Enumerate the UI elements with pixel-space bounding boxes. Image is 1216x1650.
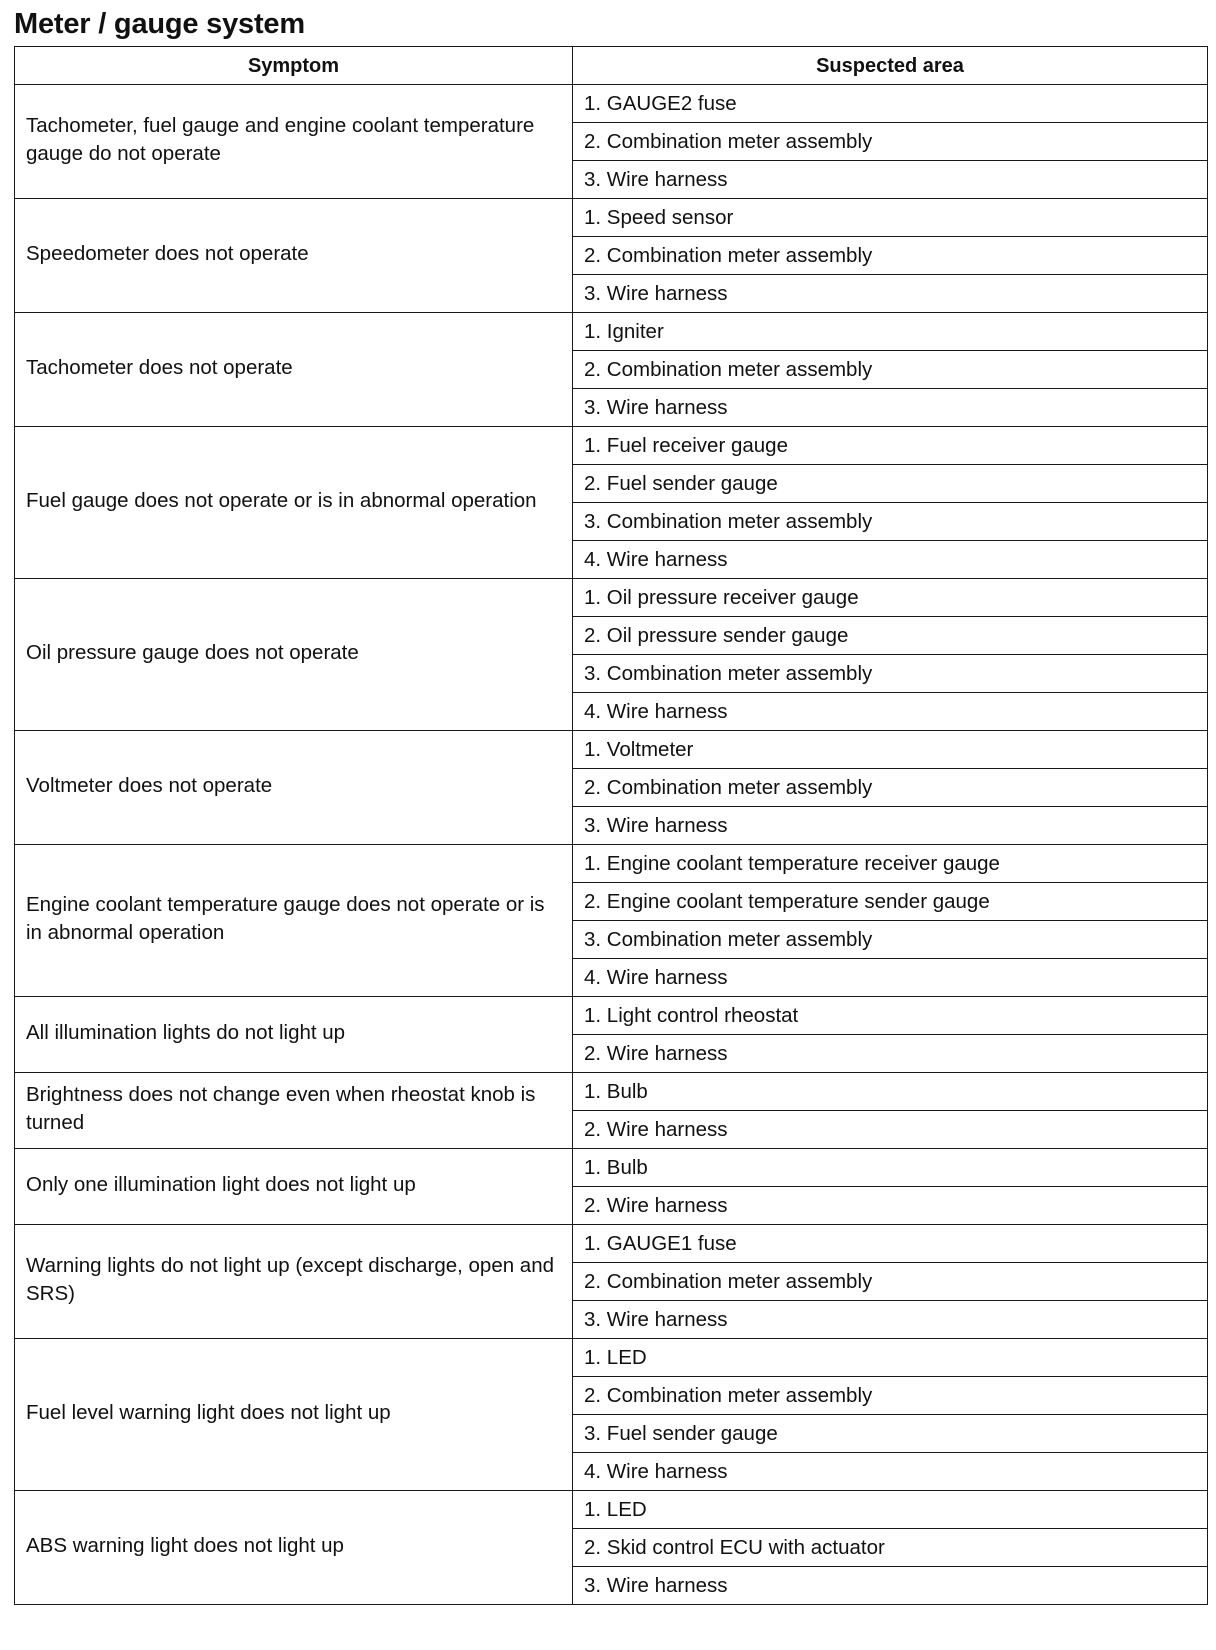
suspected-area-cell: 1. Voltmeter: [573, 731, 1208, 769]
symptom-cell: Voltmeter does not operate: [15, 731, 573, 845]
symptom-cell: Speedometer does not operate: [15, 199, 573, 313]
suspected-area-cell: 3. Combination meter assembly: [573, 655, 1208, 693]
suspected-area-cell: 2. Combination meter assembly: [573, 123, 1208, 161]
suspected-area-cell: 1. LED: [573, 1491, 1208, 1529]
table-row: [15, 427, 1208, 465]
page-title: Meter / gauge system: [14, 8, 305, 40]
suspected-area-cell: 3. Combination meter assembly: [573, 503, 1208, 541]
suspected-area-cell: 2. Combination meter assembly: [573, 237, 1208, 275]
suspected-area-cell: 1. Engine coolant temperature receiver gauge: [573, 845, 1208, 883]
symptom-cell: Tachometer does not operate: [15, 313, 573, 427]
suspected-area-cell: 3. Wire harness: [573, 807, 1208, 845]
suspected-area-cell: 2. Oil pressure sender gauge: [573, 617, 1208, 655]
suspected-area-cell: 3. Wire harness: [573, 389, 1208, 427]
symptom-cell: Fuel gauge does not operate or is in abnormal operation: [15, 427, 573, 579]
suspected-area-cell: 1. Oil pressure receiver gauge: [573, 579, 1208, 617]
suspected-area-cell: 1. Light control rheostat: [573, 997, 1208, 1035]
suspected-area-cell: 2. Engine coolant temperature sender gauge: [573, 883, 1208, 921]
table-row: [15, 1073, 1208, 1111]
suspected-area-cell: 3. Wire harness: [573, 1301, 1208, 1339]
suspected-area-cell: 2. Combination meter assembly: [573, 769, 1208, 807]
suspected-area-cell: 3. Fuel sender gauge: [573, 1415, 1208, 1453]
symptom-cell: Tachometer, fuel gauge and engine coolant temperature gauge do not operate: [15, 85, 573, 199]
suspected-area-cell: 4. Wire harness: [573, 541, 1208, 579]
symptom-column-header: Symptom: [15, 47, 573, 85]
suspected-area-column-header: Suspected area: [573, 47, 1208, 85]
symptom-cell: Fuel level warning light does not light up: [15, 1339, 573, 1491]
table-row: [15, 731, 1208, 769]
table-row: [15, 1149, 1208, 1187]
symptom-table: [14, 46, 1208, 1605]
suspected-area-cell: 2. Wire harness: [573, 1035, 1208, 1073]
suspected-area-cell: 1. Speed sensor: [573, 199, 1208, 237]
symptom-cell: Warning lights do not light up (except discharge, open and SRS): [15, 1225, 573, 1339]
suspected-area-cell: 2. Skid control ECU with actuator: [573, 1529, 1208, 1567]
suspected-area-cell: 4. Wire harness: [573, 1453, 1208, 1491]
suspected-area-cell: 3. Combination meter assembly: [573, 921, 1208, 959]
suspected-area-cell: 4. Wire harness: [573, 693, 1208, 731]
suspected-area-cell: 1. Igniter: [573, 313, 1208, 351]
symptom-cell: Oil pressure gauge does not operate: [15, 579, 573, 731]
suspected-area-cell: 4. Wire harness: [573, 959, 1208, 997]
table-row: [15, 199, 1208, 237]
table-row: [15, 1339, 1208, 1377]
table-row: [15, 845, 1208, 883]
suspected-area-cell: 1. LED: [573, 1339, 1208, 1377]
table-row: [15, 997, 1208, 1035]
suspected-area-cell: 2. Combination meter assembly: [573, 1263, 1208, 1301]
suspected-area-cell: 2. Wire harness: [573, 1187, 1208, 1225]
suspected-area-cell: 1. Bulb: [573, 1073, 1208, 1111]
symptom-cell: Only one illumination light does not light up: [15, 1149, 573, 1225]
table-row: [15, 1491, 1208, 1529]
suspected-area-cell: 3. Wire harness: [573, 1567, 1208, 1605]
symptom-cell: Brightness does not change even when rheostat knob is turned: [15, 1073, 573, 1149]
suspected-area-cell: 1. Bulb: [573, 1149, 1208, 1187]
suspected-area-cell: 3. Wire harness: [573, 275, 1208, 313]
symptom-cell: ABS warning light does not light up: [15, 1491, 573, 1605]
suspected-area-cell: 2. Wire harness: [573, 1111, 1208, 1149]
suspected-area-cell: 2. Combination meter assembly: [573, 351, 1208, 389]
suspected-area-cell: 3. Wire harness: [573, 161, 1208, 199]
table-row: [15, 579, 1208, 617]
table-row: [15, 313, 1208, 351]
table-row: [15, 1225, 1208, 1263]
table-header-row: [15, 47, 1208, 85]
symptom-cell: Engine coolant temperature gauge does not operate or is in abnormal operation: [15, 845, 573, 997]
suspected-area-cell: 1. Fuel receiver gauge: [573, 427, 1208, 465]
suspected-area-cell: 1. GAUGE1 fuse: [573, 1225, 1208, 1263]
table-row: [15, 85, 1208, 123]
suspected-area-cell: 2. Combination meter assembly: [573, 1377, 1208, 1415]
table-body: [15, 85, 1208, 1605]
suspected-area-cell: 2. Fuel sender gauge: [573, 465, 1208, 503]
symptom-cell: All illumination lights do not light up: [15, 997, 573, 1073]
suspected-area-cell: 1. GAUGE2 fuse: [573, 85, 1208, 123]
